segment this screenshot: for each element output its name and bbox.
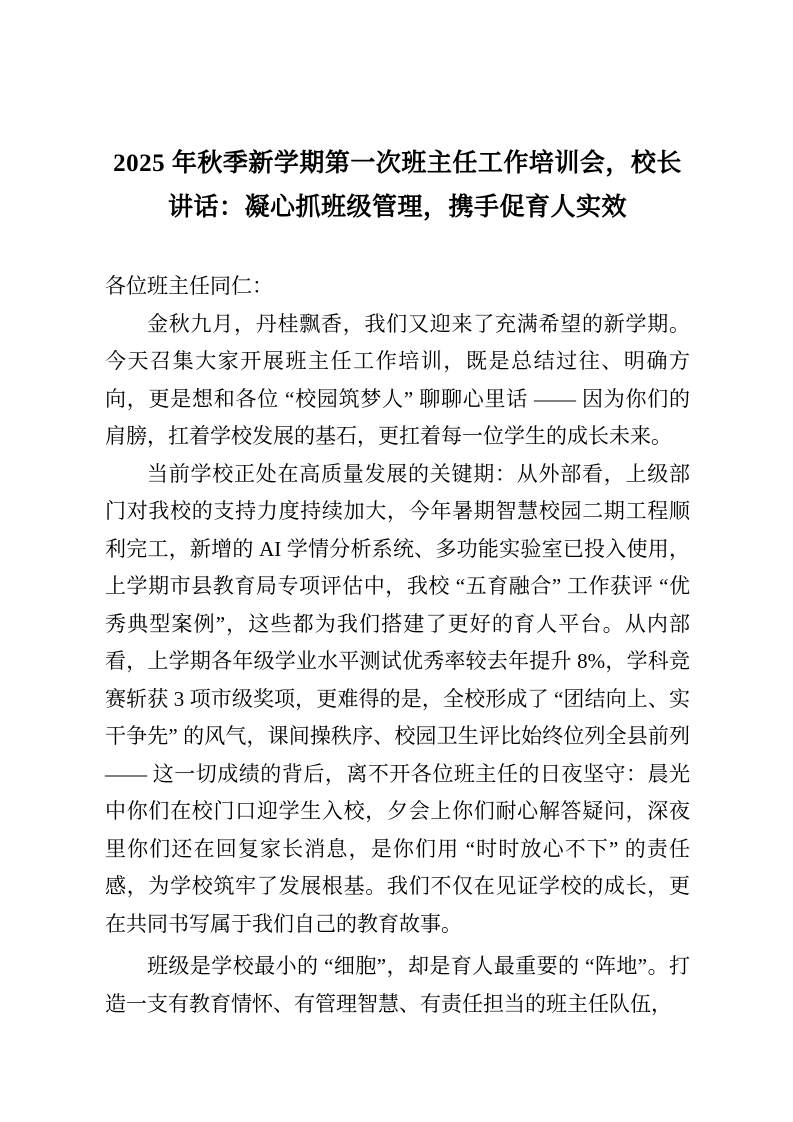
paragraph-school-situation: 当前学校正处在高质量发展的关键期：从外部看，上级部门对我校的支持力度持续加大，今年暑期智慧校园二期工程顺利完工，新增的 AI 学情分析系统、多功能实验室已投入使用，上学期市县教育局专项评估中，我校 “五育融合” 工作获评 “优秀典型案例”，这些都为我们搭建了更好的育人平台。从内部看，上学期各年级学业水平测试优秀率较去年提升 8%，学科竞赛斩获 3 项市级奖项，更难得的是，全校形成了 “团结向上、实干争先” 的风气，课间操秩序、校园卫生评比始终位列全县前列 —— 这一切成绩的背后，离不开各位班主任的日夜坚守：晨光中你们在校门口迎学生入校，夕会上你们耐心解答疑问，深夜里你们还在回复家长消息，是你们用 “时时放心不下” 的责任感，为学校筑牢了发展根基。我们不仅在见证学校的成长，更在共同书写属于我们自己的教育故事。 [105,461,690,936]
paragraph-class-importance: 班级是学校最小的 “细胞”，却是育人最重要的 “阵地”。打造一支有教育情怀、有管理智慧、有责任担当的班主任队伍， [105,954,690,1016]
salutation-line: 各位班主任同仁： [105,274,273,298]
paragraph-opening: 金秋九月，丹桂飘香，我们又迎来了充满希望的新学期。今天召集大家开展班主任工作培训，既是总结过往、明确方向，更是想和各位 “校园筑梦人” 聊聊心里话 —— 因为你们的肩膀，扛着学校发展的基石，更扛着每一位学生的成长未来。 [105,311,690,448]
document-title: 2025 年秋季新学期第一次班主任工作培训会，校长讲话：凝心抓班级管理，携手促育人实效 [113,150,682,221]
